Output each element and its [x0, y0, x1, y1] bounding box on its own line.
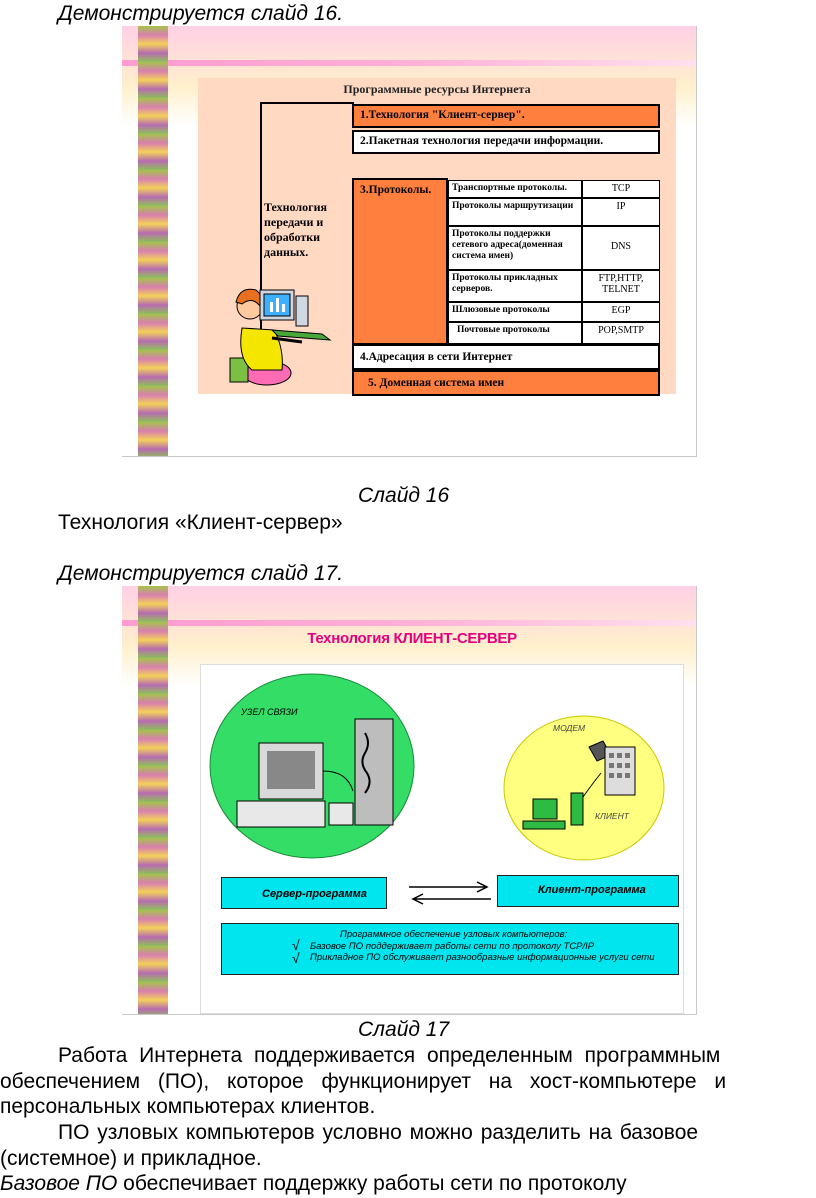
paragraph-text: обеспечивает поддержку работы сети по протоколу [117, 1172, 627, 1195]
paragraph-text: Работа Интернета поддерживается определенным программным [58, 1044, 721, 1067]
protocol-value: IP [582, 198, 660, 226]
paragraph-3-line-1 [0, 1172, 627, 1196]
protocol-name: Протоколы маршрутизации [448, 198, 582, 226]
server-program-box: Сервер-программа [221, 877, 387, 909]
slide-caption-17: Слайд 17 [358, 1018, 450, 1041]
protocol-value: FTP,HTTP, TELNET [582, 270, 660, 302]
slide16-row-2: 2.Пакетная технология передачи информации. [352, 130, 660, 154]
slide-decor-strip [138, 586, 168, 1014]
note-line-2: Прикладное ПО обслуживает разнообразные информационные услуги сети [310, 952, 655, 963]
protocol-value: TCP [582, 180, 660, 198]
note-line-1: Базовое ПО поддерживает работы сети по протоколу TCP/IP [310, 940, 595, 952]
slide-16 [122, 26, 697, 457]
modem-label: МОДЕМ [553, 723, 586, 733]
paragraph-1-line-2: обеспечением (ПО), которое функционирует на хост-компьютере и [0, 1070, 727, 1093]
demo-caption-17: Демонстрируется слайд 17. [58, 562, 344, 585]
slide17-title: Технология КЛИЕНТ-СЕРВЕР [307, 630, 517, 647]
emphasis-base-software: Базовое ПО [0, 1172, 118, 1195]
protocol-name: Протоколы прикладных серверов. [448, 270, 582, 302]
software-note-box [221, 923, 679, 975]
paragraph-1-line-3: персональных компьютерах клиентов. [0, 1095, 376, 1118]
slide16-left-label: Технология передачи и обработки данных. [264, 200, 327, 259]
server-node-icon [207, 671, 417, 861]
slide-caption-16: Слайд 16 [358, 484, 450, 507]
protocol-name: Транспортные протоколы. [448, 180, 582, 198]
checkmark-icon: √ [292, 950, 300, 966]
person-at-computer-icon [212, 278, 342, 393]
protocol-name: Почтовые протоколы [448, 322, 582, 344]
slide16-row-3: 3.Протоколы. [352, 178, 448, 345]
paragraph-2-line-2: (системное) и прикладное. [0, 1147, 262, 1170]
protocol-value: EGP [582, 302, 660, 322]
slide16-title: Программные ресурсы Интернета [343, 82, 531, 96]
demo-caption-16: Демонстрируется слайд 16. [58, 2, 344, 25]
node-label: УЗЕЛ СВЯЗИ [241, 707, 298, 717]
slide16-row-1: 1.Технология "Клиент-сервер". [352, 104, 660, 128]
paragraph-2-line-1: ПО узловых компьютеров условно можно разделить на базовое [58, 1121, 699, 1144]
section-heading: Технология «Клиент-сервер» [58, 511, 343, 534]
slide17-panel [200, 664, 684, 1014]
protocol-name: Протоколы поддержки сетевого адреса(доменная система имен) [448, 226, 582, 270]
client-label: КЛИЕНТ [595, 811, 629, 821]
slide16-row-5: 5. Доменная система имен [352, 370, 660, 396]
client-node-icon [501, 713, 667, 863]
note-title: Программное обеспечение узловых компьютеров: [340, 929, 568, 940]
slide16-panel [198, 78, 676, 394]
client-program-box: Клиент-программа [497, 875, 679, 907]
paragraph-1-line-1 [58, 1044, 815, 1068]
checkmark-icon: √ [292, 937, 300, 953]
bidirectional-arrows-icon [407, 879, 493, 907]
slide-17 [122, 586, 697, 1015]
protocol-name: Шлюзовые протоколы [448, 302, 582, 322]
protocol-value: POP,SMTP [582, 322, 660, 344]
slide16-row-4: 4.Адресация в сети Интернет [352, 344, 660, 370]
protocol-value: DNS [582, 226, 660, 270]
slide-decor-strip [138, 26, 168, 456]
